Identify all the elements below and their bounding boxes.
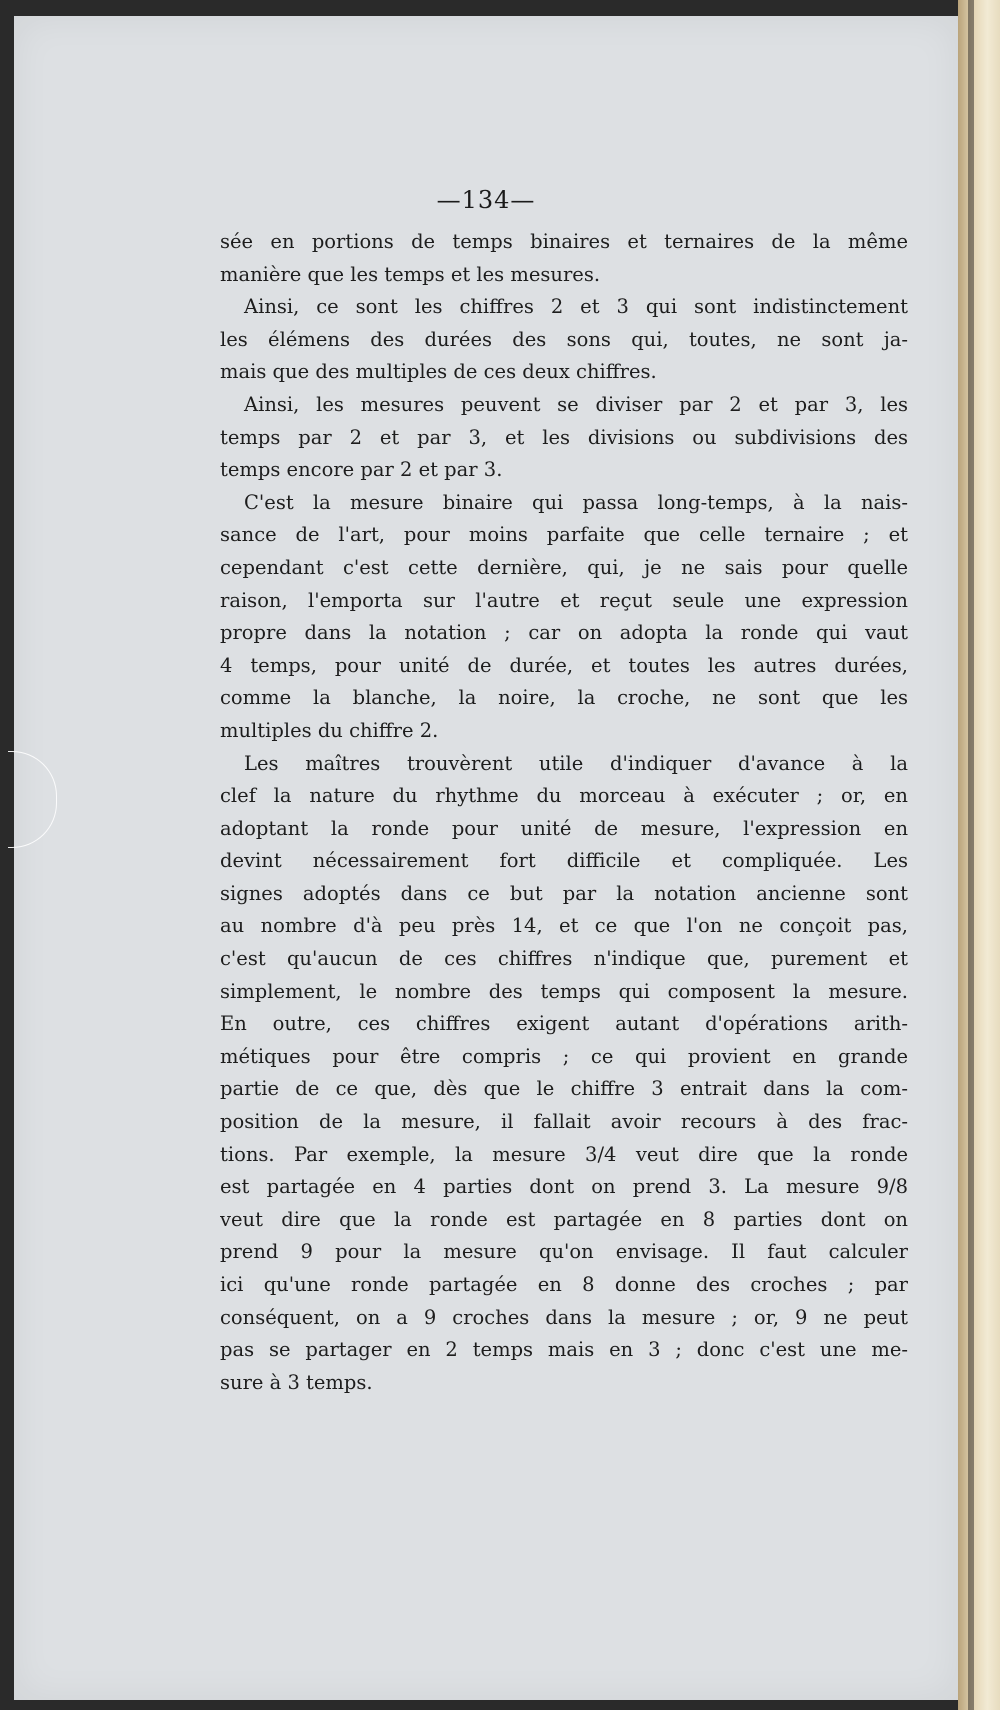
text-line: multiples du chiffre 2. <box>220 718 439 742</box>
text-line: pas se partager en 2 temps mais en 3 ; donc c'est une me- <box>220 1338 908 1362</box>
page-clip-mark <box>8 751 57 848</box>
text-line: simplement, le nombre des temps qui composent la mesure. <box>220 979 908 1003</box>
text-line: tions. Par exemple, la mesure 3/4 veut dire que la ronde <box>220 1142 908 1166</box>
text-line: Les maîtres trouvèrent utile d'indiquer d'avance à la <box>244 751 908 775</box>
text-line: Ainsi, ce sont les chiffres 2 et 3 qui sont indistinctement <box>244 295 908 319</box>
text-line: veut dire que la ronde est partagée en 8 parties dont on <box>220 1207 908 1231</box>
text-line: au nombre d'à peu près 14, et ce que l'on ne conçoit pas, <box>220 914 908 938</box>
text-line: sance de l'art, pour moins parfaite que celle ternaire ; et <box>220 523 908 547</box>
text-line: les élémens des durées des sons qui, toutes, ne sont ja- <box>220 327 908 351</box>
paragraph <box>220 226 908 291</box>
text-line: manière que les temps et les mesures. <box>220 262 601 286</box>
page-number: —134— <box>436 186 536 214</box>
text-line: cependant c'est cette dernière, qui, je ne sais pour quelle <box>220 555 908 579</box>
text-line: clef la nature du rhythme du morceau à exécuter ; or, en <box>220 784 908 808</box>
text-line: temps encore par 2 et par 3. <box>220 458 503 482</box>
text-line: C'est la mesure binaire qui passa long-temps, à la nais- <box>244 490 908 514</box>
text-line: conséquent, on a 9 croches dans la mesure ; or, 9 ne peut <box>220 1305 908 1329</box>
text-line: En outre, ces chiffres exigent autant d'opérations arith- <box>220 1012 908 1036</box>
text-line: c'est qu'aucun de ces chiffres n'indique que, purement et <box>220 947 908 971</box>
text-line: partie de ce que, dès que le chiffre 3 entrait dans la com- <box>220 1077 908 1101</box>
text-line: position de la mesure, il fallait avoir recours à des frac- <box>220 1110 908 1134</box>
text-line: prend 9 pour la mesure qu'on envisage. Il faut calculer <box>220 1240 908 1264</box>
text-line: est partagée en 4 parties dont on prend 3. La mesure 9/8 <box>220 1175 908 1199</box>
paragraph <box>220 291 908 389</box>
paragraph <box>220 389 908 487</box>
text-line: comme la blanche, la noire, la croche, ne sont que les <box>220 686 908 710</box>
text-line: ici qu'une ronde partagée en 8 donne des croches ; par <box>220 1273 908 1296</box>
text-line: mais que des multiples de ces deux chiffres. <box>220 360 657 384</box>
binding-shadow <box>968 0 974 1710</box>
text-line: temps par 2 et par 3, et les divisions ou subdivisions des <box>220 425 908 449</box>
paragraph <box>220 748 908 1400</box>
body-text <box>220 226 908 1399</box>
text-line: propre dans la notation ; car on adopta la ronde qui vaut <box>220 621 908 645</box>
paragraph <box>220 487 908 748</box>
text-line: Ainsi, les mesures peuvent se diviser par 2 et par 3, les <box>244 392 908 416</box>
adjacent-page-edge <box>958 0 1000 1710</box>
text-line: 4 temps, pour unité de durée, et toutes les autres durées, <box>220 653 908 677</box>
book-page <box>14 16 958 1700</box>
text-line: devint nécessairement fort difficile et compliquée. Les <box>220 849 908 873</box>
text-line: signes adoptés dans ce but par la notation ancienne sont <box>220 881 908 905</box>
text-line: raison, l'emporta sur l'autre et reçut seule une expression <box>220 588 908 612</box>
text-line: adoptant la ronde pour unité de mesure, l'expression en <box>220 816 908 840</box>
text-line: sée en portions de temps binaires et ternaires de la même <box>220 230 908 253</box>
text-line: métiques pour être compris ; ce qui provient en grande <box>220 1044 908 1068</box>
text-line: sure à 3 temps. <box>220 1370 373 1394</box>
